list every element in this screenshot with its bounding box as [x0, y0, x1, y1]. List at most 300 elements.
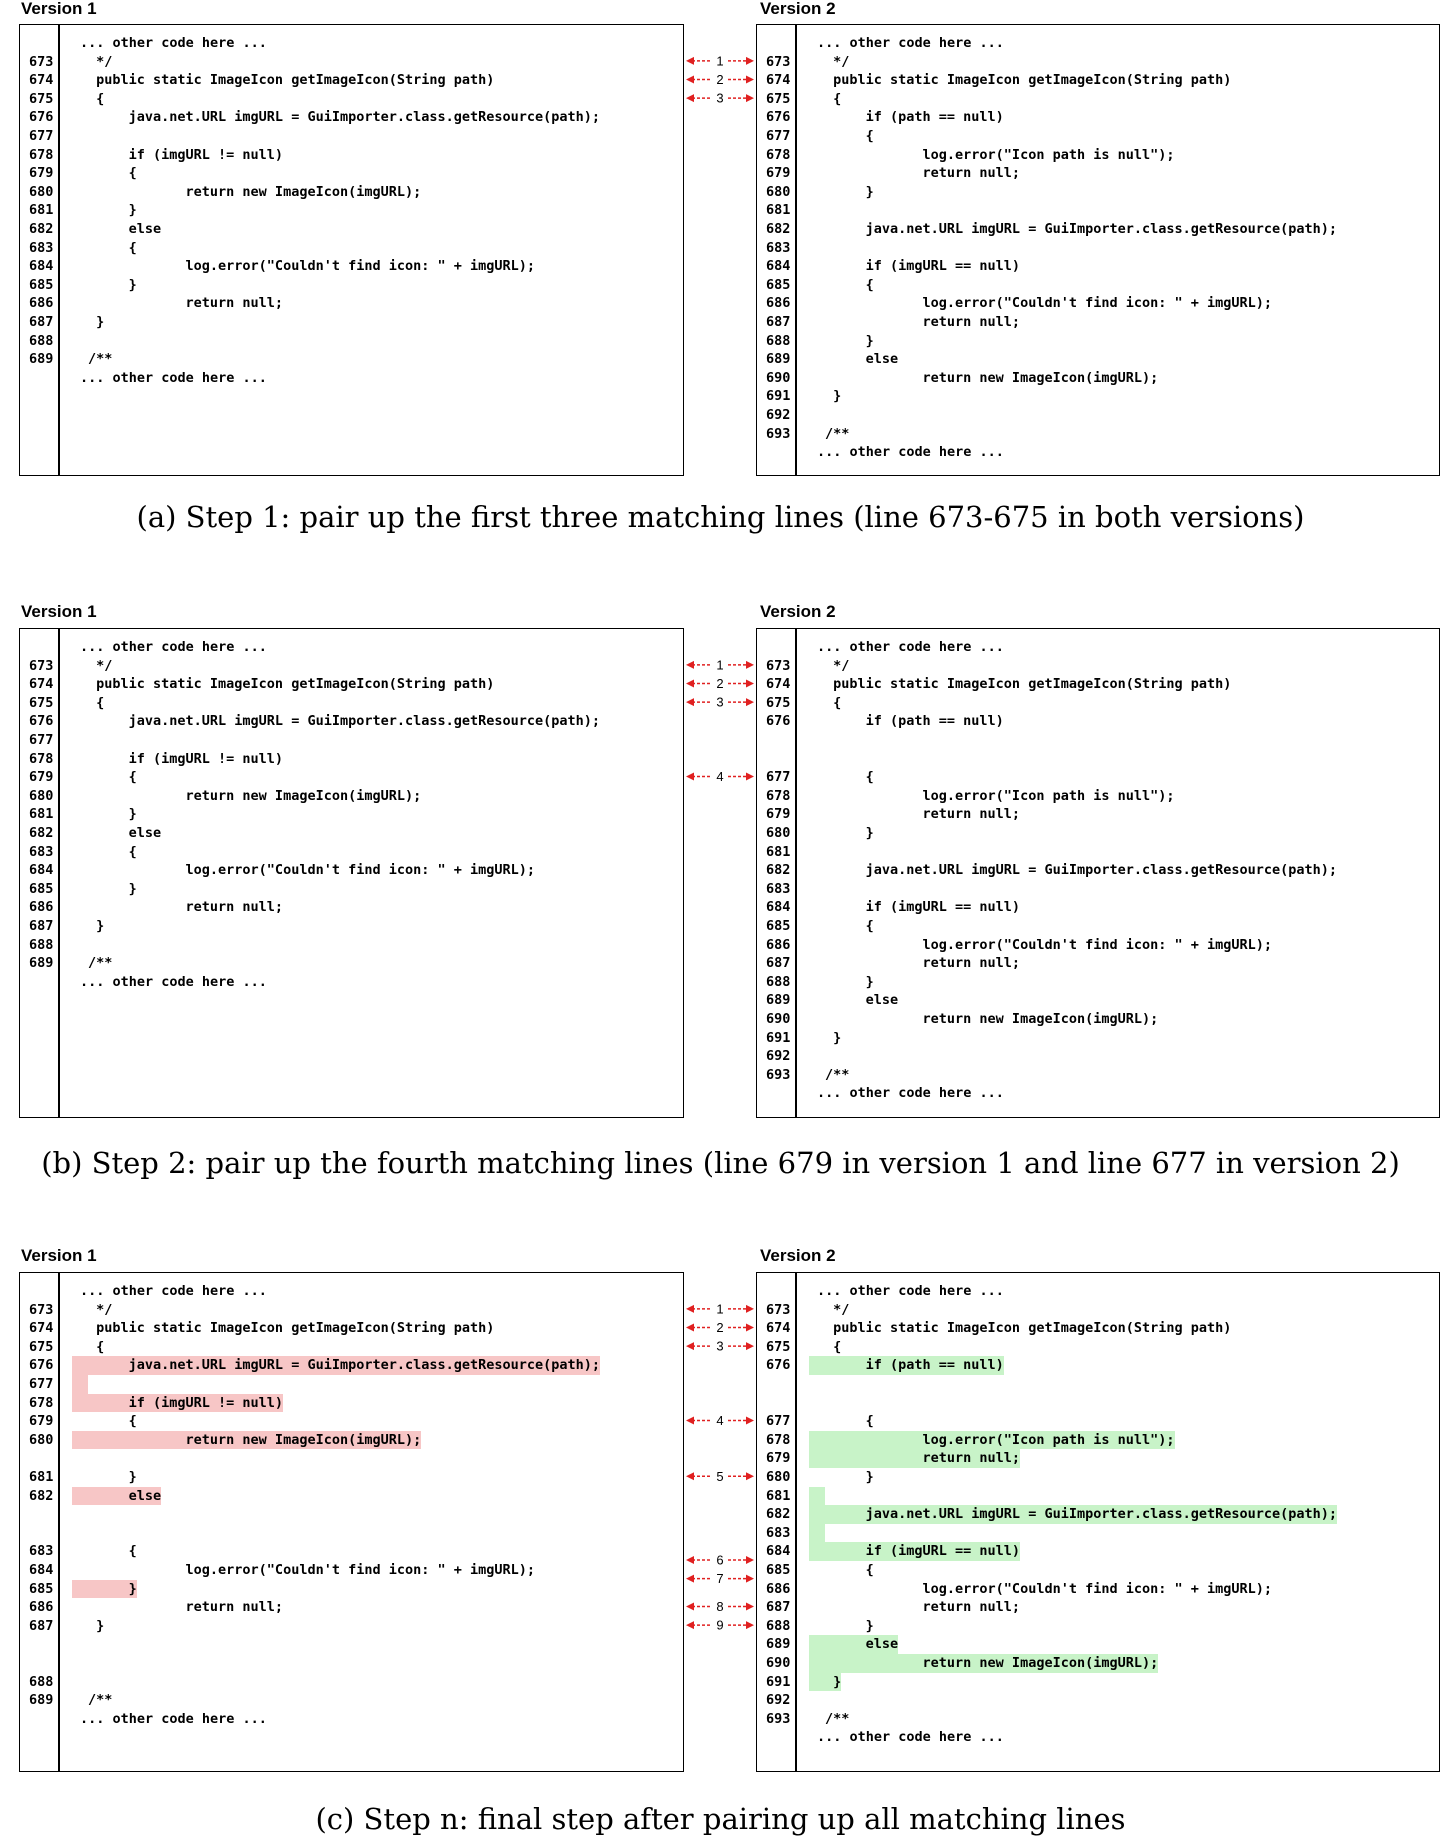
line-number: 685	[766, 1562, 791, 1578]
code-line	[72, 332, 88, 351]
line-number: 691	[766, 388, 791, 405]
line-number: 673	[29, 1301, 54, 1318]
code-line: }	[88, 276, 137, 293]
other-code-placeholder: ... other code here ...	[80, 639, 267, 655]
arrow-head-left	[686, 57, 694, 65]
code-line: if (imgURL != null)	[88, 146, 284, 163]
arrow-head-right	[746, 680, 754, 688]
line-number: 683	[29, 843, 54, 860]
line-number: 680	[29, 787, 54, 804]
code-line: */	[88, 1301, 113, 1318]
code-line: public static ImageIcon getImageIcon(String path)	[825, 1320, 1232, 1337]
line-number: 675	[766, 90, 791, 107]
code-line: }	[88, 806, 137, 823]
arrow-head-right	[746, 661, 754, 669]
line-number: 685	[29, 276, 54, 293]
code-line	[809, 1691, 825, 1710]
arrow-head-left	[686, 1342, 694, 1350]
code-line: return new ImageIcon(imgURL);	[809, 1654, 1158, 1673]
code-line: if (path == null)	[825, 713, 1004, 730]
line-number: 680	[29, 183, 54, 200]
arrow-head-right	[746, 1603, 754, 1611]
pair-label: 5	[716, 1468, 724, 1484]
line-number: 674	[766, 1320, 791, 1337]
code-line: {	[88, 1413, 137, 1430]
arrow-head-right	[746, 1556, 754, 1564]
arrow-head-right	[746, 94, 754, 102]
line-number: 675	[29, 694, 54, 711]
arrow-head-right	[746, 1575, 754, 1583]
code-line: java.net.URL imgURL = GuiImporter.class.getResource(path);	[88, 109, 601, 126]
code-line: log.error("Couldn't find icon: " + imgURL);	[88, 1562, 536, 1578]
arrow-head-left	[686, 698, 694, 706]
line-number: 692	[766, 1048, 791, 1065]
code-line: /**	[825, 1066, 850, 1083]
line-number: 689	[29, 1692, 54, 1709]
line-number: 675	[29, 1338, 54, 1355]
other-code-placeholder: ... other code here ...	[80, 369, 267, 386]
code-line: }	[88, 918, 105, 934]
arrow-head-left	[686, 1621, 694, 1629]
version-1-code-panel	[19, 24, 684, 476]
line-number: 684	[29, 1562, 54, 1578]
arrow-head-right	[746, 1472, 754, 1480]
code-line: /**	[88, 351, 113, 368]
line-number: 686	[766, 295, 791, 312]
code-line: log.error("Couldn't find icon: " + imgURL);	[88, 862, 536, 879]
code-line: return null;	[825, 314, 1021, 330]
arrow-head-right	[746, 76, 754, 84]
line-number: 682	[766, 1506, 791, 1523]
line-number: 678	[29, 146, 54, 163]
code-line: return null;	[825, 1599, 1021, 1616]
arrow-head-left	[686, 1575, 694, 1583]
arrow-head-left	[686, 661, 694, 669]
line-number: 678	[766, 1431, 791, 1448]
line-number: 684	[766, 258, 791, 275]
other-code-placeholder: ... other code here ...	[817, 1283, 1004, 1299]
version-1-title: Version 1	[21, 1246, 97, 1265]
line-number: 689	[766, 351, 791, 368]
line-number: 688	[766, 973, 791, 990]
line-number: 686	[29, 1599, 54, 1616]
code-line: log.error("Icon path is null");	[809, 1431, 1175, 1450]
line-number: 692	[766, 407, 791, 423]
line-number: 682	[29, 1487, 54, 1504]
code-line: return new ImageIcon(imgURL);	[825, 369, 1159, 386]
code-line: {	[825, 128, 874, 144]
line-number: 681	[29, 806, 54, 823]
other-code-placeholder: ... other code here ...	[817, 639, 1004, 655]
code-line	[72, 731, 88, 750]
code-line: if (path == null)	[825, 109, 1004, 126]
line-number: 675	[766, 1338, 791, 1355]
pair-label: 4	[716, 1413, 724, 1428]
code-line: if (imgURL != null)	[88, 750, 284, 767]
code-line: log.error("Couldn't find icon: " + imgURL);	[825, 936, 1273, 953]
code-line: {	[88, 843, 137, 860]
line-number: 674	[29, 676, 54, 693]
code-line: log.error("Couldn't find icon: " + imgURL);	[825, 295, 1273, 312]
code-line: }	[88, 880, 137, 897]
code-line: return new ImageIcon(imgURL);	[825, 1011, 1159, 1027]
code-line: return null;	[825, 165, 1021, 182]
code-line: return null;	[825, 955, 1021, 972]
code-line: public static ImageIcon getImageIcon(String path)	[88, 1320, 495, 1337]
line-number: 679	[29, 769, 54, 786]
arrow-head-left	[686, 773, 694, 781]
arrow-head-left	[686, 1472, 694, 1480]
line-number: 676	[29, 713, 54, 730]
pair-label: 7	[716, 1571, 724, 1587]
line-number: 674	[29, 1320, 54, 1337]
code-line: }	[88, 314, 105, 330]
code-line: {	[88, 239, 137, 256]
line-number-gutter	[58, 629, 60, 1117]
line-number: 687	[766, 1599, 791, 1616]
line-number: 678	[29, 1394, 54, 1411]
line-number: 676	[29, 1357, 54, 1374]
code-line: /**	[825, 1710, 850, 1727]
code-line: }	[825, 388, 842, 405]
code-line: /**	[88, 1692, 113, 1709]
line-number: 678	[29, 750, 54, 767]
line-number: 688	[29, 1673, 54, 1690]
code-line: }	[88, 1617, 105, 1634]
line-number: 682	[766, 221, 791, 237]
line-number: 681	[766, 202, 791, 219]
code-line: }	[88, 202, 137, 219]
line-number: 683	[29, 1543, 54, 1560]
code-line	[809, 1047, 825, 1066]
line-number: 687	[766, 955, 791, 972]
step-caption: (a) Step 1: pair up the first three matching lines (line 673-675 in both versions)	[136, 500, 1305, 534]
line-number: 693	[766, 1066, 791, 1083]
line-number: 674	[766, 72, 791, 89]
code-line	[809, 1524, 825, 1543]
line-number: 687	[29, 1617, 54, 1634]
code-line: else	[809, 1635, 898, 1654]
code-line: return new ImageIcon(imgURL);	[72, 1431, 421, 1450]
pair-label: 1	[716, 1301, 724, 1317]
other-code-placeholder: ... other code here ...	[80, 973, 267, 990]
line-number: 685	[766, 918, 791, 934]
line-number: 685	[29, 1580, 54, 1597]
line-number: 681	[29, 1469, 54, 1485]
pair-label: 3	[716, 90, 724, 106]
line-number: 681	[29, 202, 54, 219]
code-line: {	[825, 769, 874, 786]
line-number: 674	[766, 676, 791, 693]
line-number: 673	[29, 657, 54, 674]
line-number: 673	[766, 1301, 791, 1318]
line-number: 676	[766, 1357, 791, 1374]
line-number: 677	[29, 1376, 54, 1392]
line-number: 680	[766, 1469, 791, 1485]
code-line: {	[88, 769, 137, 786]
line-number: 673	[766, 657, 791, 674]
arrow-head-right	[746, 1417, 754, 1425]
line-number: 688	[29, 936, 54, 953]
code-line: */	[88, 657, 113, 674]
code-line: return null;	[88, 899, 284, 916]
code-line: */	[825, 1301, 850, 1318]
line-number: 678	[766, 146, 791, 163]
line-number-gutter	[58, 1273, 60, 1771]
line-number: 682	[29, 221, 54, 237]
arrow-head-left	[686, 1324, 694, 1332]
code-line: }	[825, 183, 874, 200]
arrow-head-right	[746, 1342, 754, 1350]
line-number: 688	[29, 332, 54, 349]
code-line	[809, 880, 825, 899]
code-line: }	[825, 1469, 874, 1485]
pair-label: 2	[716, 72, 724, 87]
code-line: log.error("Icon path is null");	[825, 146, 1175, 163]
code-line: {	[88, 1338, 105, 1355]
code-line: }	[88, 1469, 137, 1485]
pair-label: 8	[716, 1599, 724, 1614]
code-line	[72, 127, 88, 146]
line-number: 677	[29, 732, 54, 748]
code-line: public static ImageIcon getImageIcon(String path)	[825, 676, 1232, 693]
version-2-title: Version 2	[760, 0, 836, 18]
code-line: {	[88, 165, 137, 182]
code-line: if (imgURL != null)	[72, 1394, 283, 1413]
code-line: {	[88, 694, 105, 711]
line-number: 682	[766, 862, 791, 879]
code-line: {	[825, 1413, 874, 1430]
line-number-gutter	[795, 25, 797, 475]
line-number: 677	[766, 1413, 791, 1430]
code-line: java.net.URL imgURL = GuiImporter.class.getResource(path);	[825, 221, 1338, 237]
line-number: 681	[766, 1487, 791, 1504]
pair-label: 4	[716, 769, 724, 784]
pair-label: 3	[716, 1338, 724, 1354]
line-number: 690	[766, 1011, 791, 1027]
other-code-placeholder: ... other code here ...	[817, 444, 1004, 461]
line-number: 684	[29, 258, 54, 275]
code-line	[809, 1487, 825, 1506]
other-code-placeholder: ... other code here ...	[817, 1729, 1004, 1746]
line-number: 689	[29, 351, 54, 368]
line-number: 687	[766, 314, 791, 330]
other-code-placeholder: ... other code here ...	[80, 1283, 267, 1299]
code-line: {	[825, 918, 874, 934]
line-number: 684	[766, 899, 791, 916]
code-line: */	[88, 53, 113, 70]
line-number: 675	[766, 694, 791, 711]
line-number: 684	[766, 1543, 791, 1560]
arrow-head-left	[686, 1417, 694, 1425]
line-number: 692	[766, 1692, 791, 1709]
line-number: 680	[29, 1431, 54, 1448]
code-line	[809, 406, 825, 425]
version-1-title: Version 1	[21, 0, 97, 18]
code-line: java.net.URL imgURL = GuiImporter.class.getResource(path);	[825, 862, 1338, 879]
code-line: {	[825, 90, 842, 107]
code-line: }	[825, 1029, 842, 1046]
code-line: }	[72, 1580, 137, 1599]
other-code-placeholder: ... other code here ...	[817, 35, 1004, 51]
line-number: 690	[766, 1655, 791, 1671]
code-line: if (path == null)	[809, 1356, 1004, 1375]
code-line: return null;	[809, 1449, 1020, 1468]
code-line	[72, 936, 88, 955]
code-line: public static ImageIcon getImageIcon(String path)	[88, 72, 495, 89]
code-line: {	[88, 1543, 137, 1560]
pair-label: 6	[716, 1552, 724, 1568]
arrow-head-right	[746, 57, 754, 65]
line-number: 675	[29, 90, 54, 107]
line-number-gutter	[795, 1273, 797, 1771]
line-number: 676	[766, 713, 791, 730]
other-code-placeholder: ... other code here ...	[817, 1085, 1004, 1102]
code-line: {	[825, 1338, 842, 1355]
code-line	[72, 1673, 88, 1692]
arrow-head-right	[746, 1305, 754, 1313]
line-number: 691	[766, 1029, 791, 1046]
code-line: public static ImageIcon getImageIcon(String path)	[825, 72, 1232, 89]
code-line: /**	[825, 425, 850, 442]
arrow-head-right	[746, 1621, 754, 1629]
code-line: }	[825, 332, 874, 349]
code-line	[809, 843, 825, 862]
arrow-head-left	[686, 1556, 694, 1564]
code-line: return null;	[825, 806, 1021, 823]
code-line: else	[72, 1487, 161, 1506]
code-line: return new ImageIcon(imgURL);	[88, 183, 422, 200]
line-number: 680	[766, 825, 791, 841]
line-number: 676	[29, 109, 54, 126]
line-number-gutter	[58, 25, 60, 475]
code-line: else	[88, 825, 162, 841]
arrow-head-right	[746, 698, 754, 706]
line-number: 686	[766, 936, 791, 953]
line-number: 682	[29, 825, 54, 841]
line-number: 686	[766, 1580, 791, 1597]
code-line: return null;	[88, 1599, 284, 1616]
code-line: java.net.URL imgURL = GuiImporter.class.getResource(path);	[809, 1505, 1337, 1524]
code-line: log.error("Couldn't find icon: " + imgURL);	[825, 1580, 1273, 1597]
code-line: else	[88, 221, 162, 237]
code-line	[72, 1375, 88, 1394]
code-line: */	[825, 657, 850, 674]
line-number: 683	[766, 880, 791, 897]
line-number: 686	[29, 295, 54, 312]
code-line: }	[809, 1673, 841, 1692]
pair-label: 1	[716, 657, 724, 673]
line-number: 689	[766, 1636, 791, 1653]
line-number: 686	[29, 899, 54, 916]
code-line: */	[825, 53, 850, 70]
version-2-title: Version 2	[760, 1246, 836, 1265]
code-line: return null;	[88, 295, 284, 312]
line-number: 677	[29, 128, 54, 144]
line-number: 690	[766, 369, 791, 386]
other-code-placeholder: ... other code here ...	[80, 1710, 267, 1727]
line-number: 678	[766, 787, 791, 804]
step-caption: (c) Step n: final step after pairing up all matching lines	[315, 1802, 1126, 1836]
other-code-placeholder: ... other code here ...	[80, 35, 267, 51]
version-2-code-panel	[756, 628, 1440, 1118]
arrow-head-left	[686, 76, 694, 84]
code-line: else	[825, 351, 899, 368]
line-number: 679	[766, 806, 791, 823]
line-number: 679	[766, 1450, 791, 1467]
code-line: return new ImageIcon(imgURL);	[88, 787, 422, 804]
code-line: java.net.URL imgURL = GuiImporter.class.getResource(path);	[88, 713, 601, 730]
line-number: 683	[29, 239, 54, 256]
line-number: 673	[29, 53, 54, 70]
version-1-code-panel	[19, 1272, 684, 1772]
line-number: 679	[766, 165, 791, 182]
pair-label: 9	[716, 1617, 724, 1633]
code-line: if (imgURL == null)	[809, 1542, 1020, 1561]
arrow-head-right	[746, 1324, 754, 1332]
code-line: /**	[88, 955, 113, 972]
version-2-code-panel	[756, 1272, 1440, 1772]
code-line: {	[88, 90, 105, 107]
code-line: }	[825, 973, 874, 990]
pair-label: 2	[716, 676, 724, 691]
code-line: if (imgURL == null)	[825, 899, 1021, 916]
line-number: 693	[766, 1710, 791, 1727]
line-number: 683	[766, 1524, 791, 1541]
line-number: 673	[766, 53, 791, 70]
line-number: 674	[29, 72, 54, 89]
code-line: }	[825, 825, 874, 841]
line-number: 679	[29, 165, 54, 182]
line-number: 689	[766, 992, 791, 1009]
code-line: public static ImageIcon getImageIcon(String path)	[88, 676, 495, 693]
arrow-head-left	[686, 94, 694, 102]
line-number: 689	[29, 955, 54, 972]
code-line: {	[825, 694, 842, 711]
arrow-head-left	[686, 1305, 694, 1313]
version-1-code-panel	[19, 628, 684, 1118]
line-number: 687	[29, 314, 54, 330]
arrow-head-left	[686, 680, 694, 688]
line-number: 685	[766, 276, 791, 293]
arrow-head-left	[686, 1603, 694, 1611]
line-number: 676	[766, 109, 791, 126]
line-number: 688	[766, 1617, 791, 1634]
code-line	[809, 201, 825, 220]
code-line: }	[825, 1617, 874, 1634]
line-number: 684	[29, 862, 54, 879]
step-caption: (b) Step 2: pair up the fourth matching lines (line 679 in version 1 and line 677 in version 2)	[41, 1146, 1400, 1180]
code-line: java.net.URL imgURL = GuiImporter.class.getResource(path);	[72, 1356, 600, 1375]
code-line: log.error("Icon path is null");	[825, 787, 1175, 804]
code-line: if (imgURL == null)	[825, 258, 1021, 275]
line-number: 680	[766, 183, 791, 200]
version-1-title: Version 1	[21, 602, 97, 621]
line-number: 683	[766, 239, 791, 256]
arrow-head-right	[746, 773, 754, 781]
line-number: 693	[766, 425, 791, 442]
code-line: log.error("Couldn't find icon: " + imgURL);	[88, 258, 536, 275]
pair-label: 2	[716, 1320, 724, 1335]
line-number: 681	[766, 843, 791, 860]
line-number: 685	[29, 880, 54, 897]
line-number: 679	[29, 1413, 54, 1430]
line-number: 677	[766, 769, 791, 786]
code-line: {	[825, 1562, 874, 1578]
line-number: 677	[766, 128, 791, 144]
code-line: {	[825, 276, 874, 293]
line-number: 687	[29, 918, 54, 934]
